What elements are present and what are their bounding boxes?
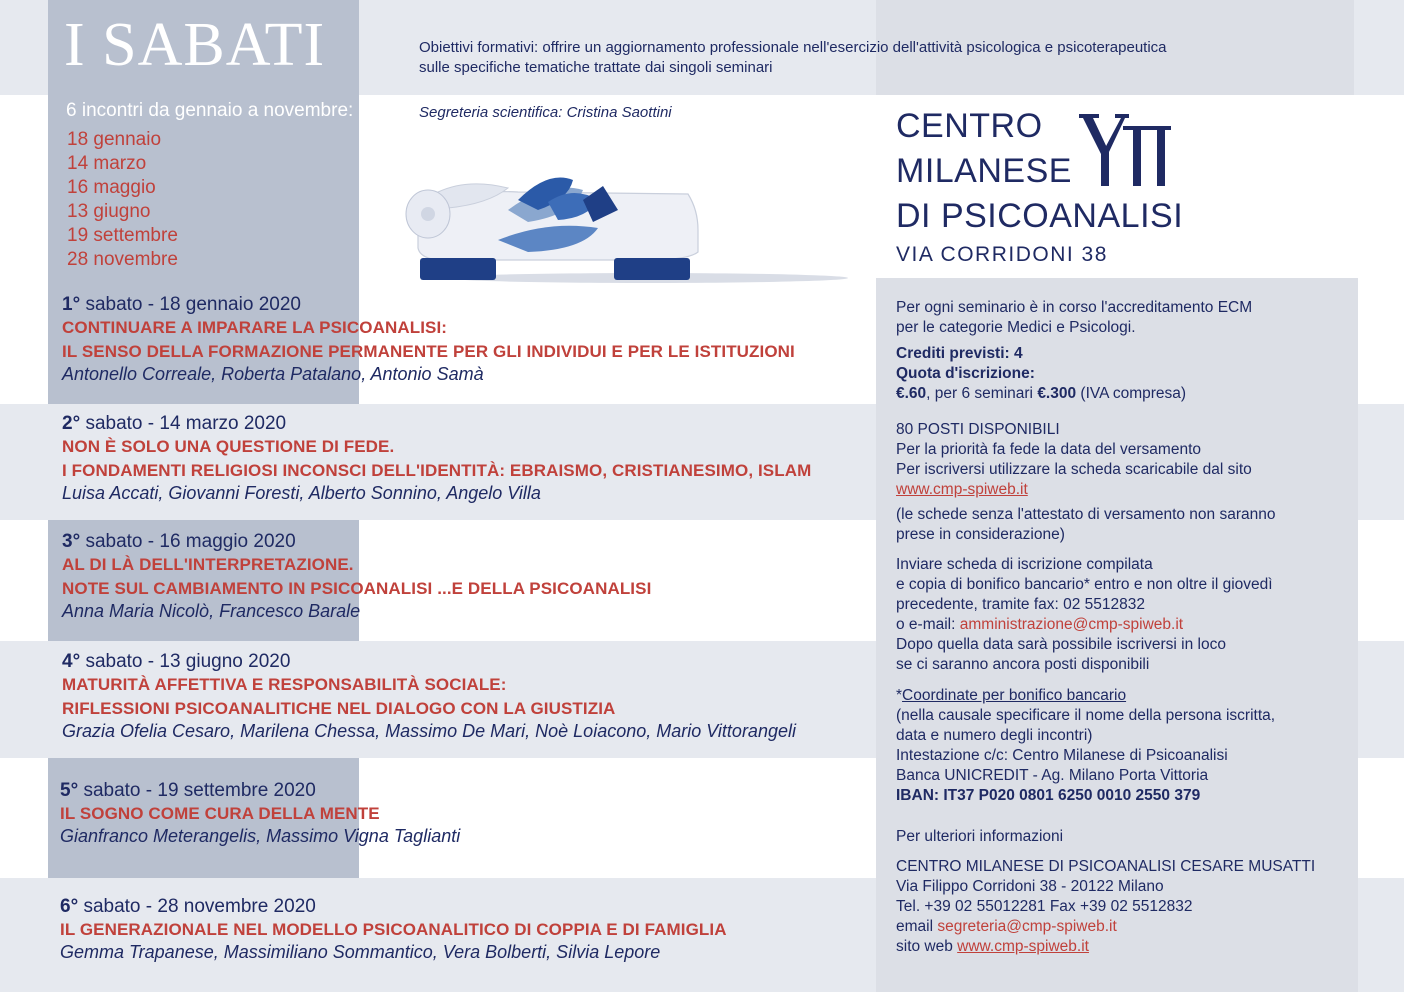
objectives-text-2: sulle specifiche tematiche trattate dai singoli seminari [419, 59, 773, 76]
org-name: CENTRO MILANESE DI PSICOANALISI CESARE MUSATTI [896, 858, 1316, 875]
event-number: 5° [60, 780, 79, 801]
ecm-line-2: per le categorie Medici e Psicologi. [896, 319, 1136, 336]
info-panel [896, 298, 1336, 957]
objectives-text-1: offrire un aggiornamento professionale nell'esercizio dell'attività psicologica e psicoterapeutica [538, 39, 1167, 56]
cmp-logo-icon [1075, 112, 1175, 188]
secretariat-email-link[interactable]: segreteria@cmp-spiweb.it [937, 918, 1117, 935]
event-subtitle: IL SENSO DELLA FORMAZIONE PERMANENTE PER GLI INDIVIDUI E PER LE ISTITUZIONI [62, 342, 795, 361]
date-list [67, 128, 178, 272]
event-title: AL DI LÀ DELL'INTERPRETAZIONE. [62, 555, 354, 574]
bank-title: Coordinate per bonifico bancario [902, 687, 1127, 704]
send-2: e copia di bonifico bancario* entro e non oltre il giovedì [896, 576, 1273, 593]
email-label: email [896, 918, 938, 935]
secretariat: Segreteria scientifica: Cristina Saottini [419, 104, 672, 121]
more-info: Per ulteriori informazioni [896, 828, 1064, 845]
date-item: 13 giugno [67, 201, 151, 222]
note-2: prese in considerazione) [896, 526, 1065, 543]
web-label: sito web [896, 938, 958, 955]
date-item: 16 maggio [67, 177, 156, 198]
date-item: 14 marzo [67, 153, 147, 174]
event-title: NON È SOLO UNA QUESTIONE DI FEDE. [62, 437, 395, 456]
credits: Crediti previsti: 4 [896, 345, 1023, 362]
event-authors: Antonello Correale, Roberta Patalano, Antonio Samà [62, 364, 484, 384]
event-date: sabato - 14 marzo 2020 [80, 413, 287, 434]
date-item: 28 novembre [67, 249, 178, 270]
event-title: CONTINUARE A IMPARARE LA PSICOANALISI: [62, 318, 448, 337]
event-date: sabato - 18 gennaio 2020 [80, 294, 301, 315]
send-6: se ci saranno ancora posti disponibili [896, 656, 1150, 673]
iban: IBAN: IT37 P020 0801 6250 0010 2550 379 [896, 787, 1201, 804]
fee-label: Quota d'iscrizione: [896, 365, 1035, 382]
website-link[interactable]: www.cmp-spiweb.it [957, 938, 1089, 955]
send-3: precedente, tramite fax: 02 5512832 [896, 596, 1146, 613]
event-subtitle: RIFLESSIONI PSICOANALITICHE NEL DIALOGO CON LA GIUSTIZIA [62, 699, 616, 718]
fee-total: €.300 [1037, 385, 1077, 402]
date-item: 19 settembre [67, 225, 178, 246]
event-authors: Luisa Accati, Giovanni Foresti, Alberto Sonnino, Angelo Villa [62, 483, 541, 503]
objectives [419, 38, 1269, 78]
send-1: Inviare scheda di iscrizione compilata [896, 556, 1153, 573]
logo-line-3: DI PSICOANALISI [896, 197, 1184, 235]
event-authors: Grazia Ofelia Cesaro, Marilena Chessa, Massimo De Mari, Noè Loiacono, Mario Vittorangeli [62, 721, 796, 741]
bank-4: Banca UNICREDIT - Ag. Milano Porta Vittoria [896, 767, 1209, 784]
event-authors: Gemma Trapanese, Massimiliano Sommantico, Vera Bolberti, Silvia Lepore [60, 942, 661, 962]
event-2 [62, 413, 811, 504]
event-title: MATURITÀ AFFETTIVA E RESPONSABILITÀ SOCIALE: [62, 675, 507, 694]
event-subtitle: I FONDAMENTI RELIGIOSI INCONSCI DELL'IDENTITÀ: EBRAISMO, CRISTIANESIMO, ISLAM [62, 461, 812, 480]
date-item: 18 gennaio [67, 129, 162, 150]
objectives-label: Obiettivi formativi: [419, 39, 539, 56]
site-link[interactable]: www.cmp-spiweb.it [896, 481, 1028, 498]
event-number: 1° [62, 294, 81, 315]
event-1 [62, 294, 795, 385]
couch-illustration [398, 170, 858, 288]
fee-vat: (IVA compresa) [1076, 385, 1187, 402]
event-authors: Gianfranco Meterangelis, Massimo Vigna Taglianti [60, 826, 461, 846]
bank-star: * [896, 687, 903, 704]
event-date: sabato - 13 giugno 2020 [80, 651, 291, 672]
event-4 [62, 651, 796, 742]
event-date: sabato - 19 settembre 2020 [78, 780, 316, 801]
logo-line-2: MILANESE [896, 152, 1072, 190]
fee-single: €.60 [896, 385, 927, 402]
event-number: 3° [62, 531, 81, 552]
page-title: I SABATI [64, 11, 326, 79]
send-5: Dopo quella data sarà possibile iscriversi in loco [896, 636, 1226, 653]
event-date: sabato - 28 novembre 2020 [78, 896, 316, 917]
event-6 [60, 896, 727, 963]
event-number: 2° [62, 413, 81, 434]
send-4-label: o e-mail: [896, 616, 960, 633]
event-title: IL SOGNO COME CURA DELLA MENTE [60, 804, 380, 823]
event-number: 6° [60, 896, 79, 917]
org-address: Via Filippo Corridoni 38 - 20122 Milano [896, 878, 1164, 895]
seats: 80 POSTI DISPONIBILI [896, 421, 1060, 438]
admin-email-link[interactable]: amministrazione@cmp-spiweb.it [959, 616, 1184, 633]
bank-3: Intestazione c/c: Centro Milanese di Psicoanalisi [896, 747, 1228, 764]
event-number: 4° [62, 651, 81, 672]
fee-line [896, 384, 1336, 404]
bank-1: (nella causale specificare il nome della persona iscritta, [896, 707, 1276, 724]
fee-mid: , per 6 seminari [926, 385, 1038, 402]
event-3 [62, 531, 651, 622]
bank-2: data e numero degli incontri) [896, 727, 1093, 744]
logo-address: VIA CORRIDONI 38 [896, 243, 1108, 266]
dates-intro: 6 incontri da gennaio a novembre: [66, 100, 354, 121]
event-title: IL GENERAZIONALE NEL MODELLO PSICOANALITICO DI COPPIA E DI FAMIGLIA [60, 920, 727, 939]
note-1: (le schede senza l'attestato di versamento non saranno [896, 506, 1276, 523]
signup: Per iscriversi utilizzare la scheda scaricabile dal sito [896, 461, 1252, 478]
event-subtitle: NOTE SUL CAMBIAMENTO IN PSICOANALISI ...E DELLA PSICOANALISI [62, 579, 652, 598]
event-date: sabato - 16 maggio 2020 [80, 531, 296, 552]
org-phone: Tel. +39 02 55012281 Fax +39 02 5512832 [896, 898, 1193, 915]
ecm-line-1: Per ogni seminario è in corso l'accreditamento ECM [896, 299, 1253, 316]
logo-line-1: CENTRO [896, 107, 1043, 145]
priority: Per la priorità fa fede la data del versamento [896, 441, 1202, 458]
event-authors: Anna Maria Nicolò, Francesco Barale [62, 601, 361, 621]
event-5 [60, 780, 460, 847]
